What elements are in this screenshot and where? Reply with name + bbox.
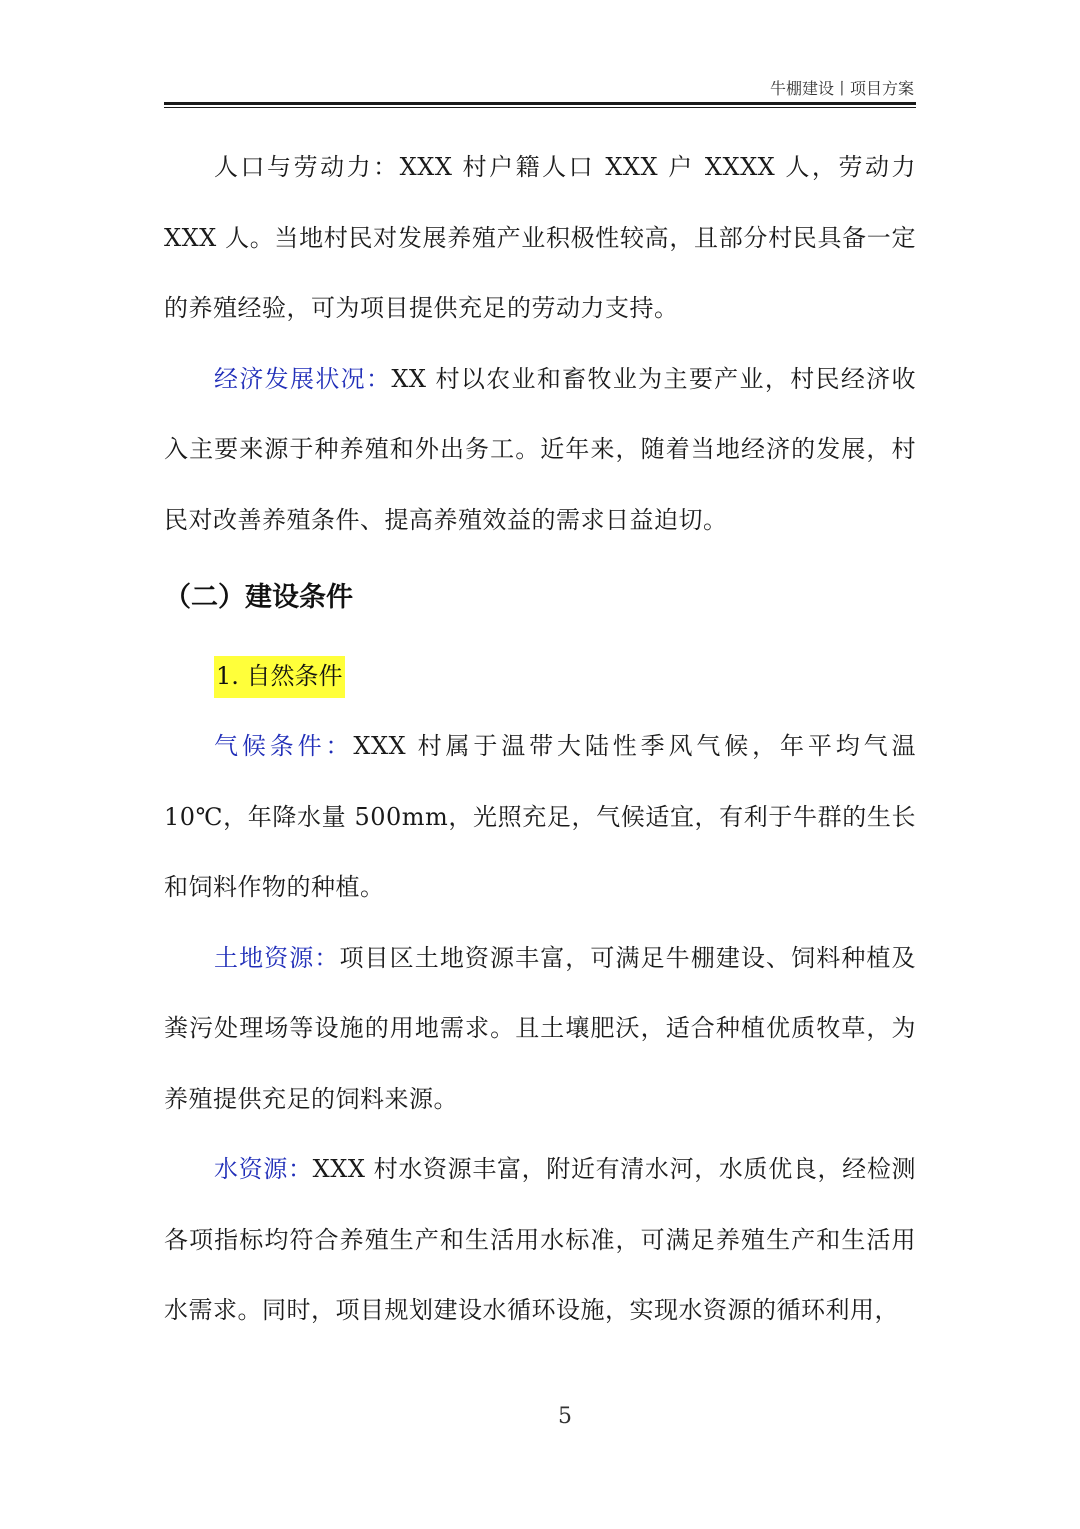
paragraph-economy xyxy=(164,344,916,556)
paragraph-text: 人口与劳动力：XXX 村户籍人口 XXX 户 XXXX 人，劳动力 XXX 人。当地村民对发展养殖产业积极性较高，且部分村民具备一定的养殖经验，可为项目提供充足的劳动力支持。 xyxy=(164,153,916,322)
subsection-heading-natural-conditions xyxy=(164,641,916,711)
paragraph-lead-climate: 气候条件： xyxy=(214,732,354,760)
paragraph-lead-land: 土地资源： xyxy=(214,943,340,972)
section-heading-construction-conditions: （二）建设条件 xyxy=(164,582,353,613)
header-divider-thick xyxy=(164,102,916,105)
paragraph-climate xyxy=(164,711,916,923)
paragraph-text: XX 村以农业和畜牧业为主要产业，村民经济收入主要来源于种养殖和外出务工。近年来，随着当地经济的发展，村民对改善养殖条件、提高养殖效益的需求日益迫切。 xyxy=(164,364,916,534)
paragraph-lead-water: 水资源： xyxy=(214,1155,313,1183)
page-number: 5 xyxy=(558,1404,572,1429)
paragraph-population-labor xyxy=(164,132,916,344)
paragraph-text: 项目区土地资源丰富，可满足牛棚建设、饲料种植及粪污处理场等设施的用地需求。且土壤肥沃，适合种植优质牧草，为养殖提供充足的饲料来源。 xyxy=(164,943,917,1113)
paragraph-text: XXX 村属于温带大陆性季风气候，年平均气温 10℃，年降水量 500mm，光照充足，气候适宜，有利于牛群的生长和饲料作物的种植。 xyxy=(164,732,916,901)
header-divider-thin xyxy=(164,107,916,108)
paragraph-text: XXX 村水资源丰富，附近有清水河，水质优良，经检测各项指标均符合养殖生产和生活用水标准，可满足养殖生产和生活用水需求。同时，项目规划建设水循环设施，实现水资源的循环利用， xyxy=(164,1155,917,1324)
paragraph-water-resources xyxy=(164,1134,916,1346)
highlighted-subsection-label: 1. 自然条件 xyxy=(214,656,345,698)
page-header-title: 牛棚建设丨项目方案 xyxy=(769,79,914,98)
paragraph-land-resources xyxy=(164,923,916,1135)
paragraph-lead-economy: 经济发展状况： xyxy=(214,364,392,393)
document-body xyxy=(164,132,916,1346)
